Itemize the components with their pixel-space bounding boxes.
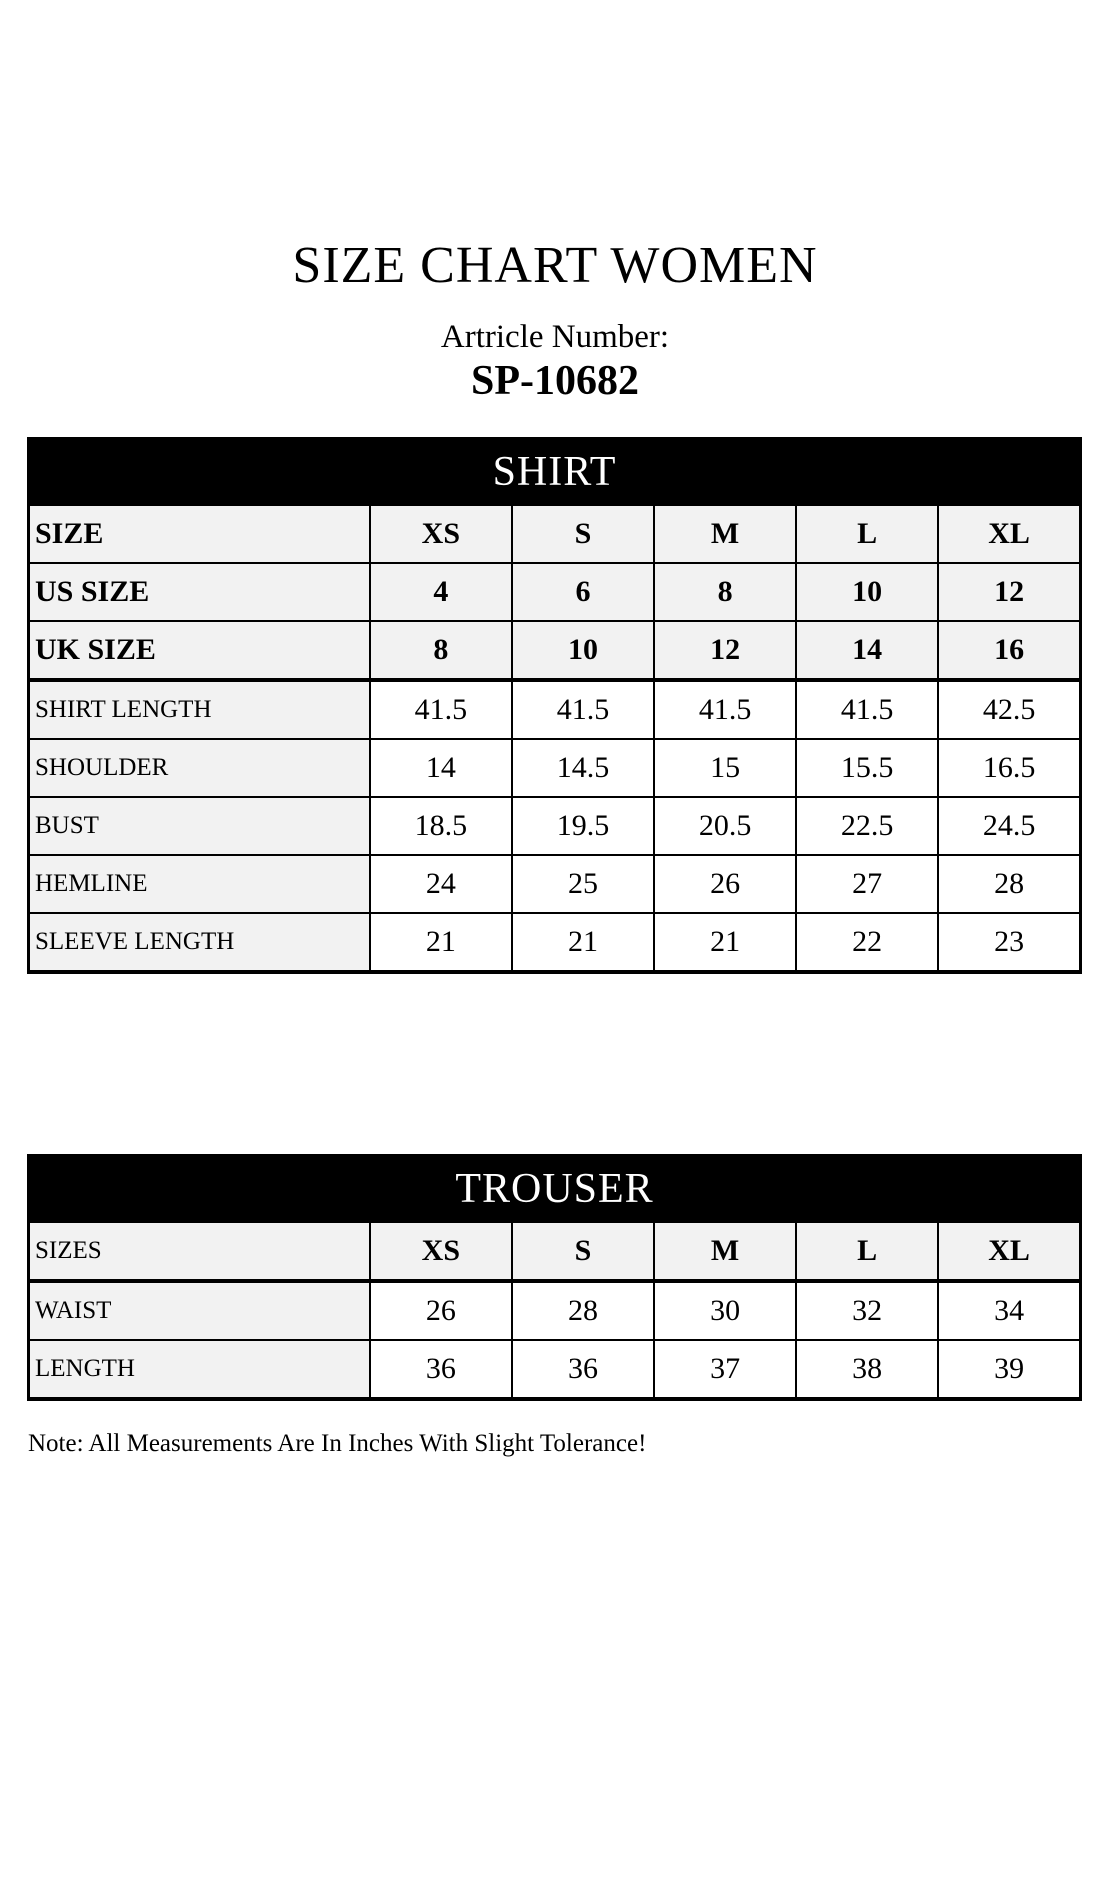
row-label: SHOULDER [29,739,370,797]
value-cell: 42.5 [938,680,1080,739]
value-cell: 20.5 [654,797,796,855]
shirt-table-title: SHIRT [29,439,1081,506]
table-row [29,680,1081,739]
value-cell: L [796,1222,938,1281]
row-label: US SIZE [29,563,370,621]
value-cell: 10 [512,621,654,680]
article-number-label: Artricle Number: [440,319,670,355]
value-cell: 16.5 [938,739,1080,797]
table-row [29,1340,1081,1399]
value-cell: 19.5 [512,797,654,855]
table-row [29,797,1081,855]
row-label: LENGTH [29,1340,370,1399]
value-cell: XS [370,505,512,563]
measurement-note: Note: All Measurements Are In Inches With Slight Tolerance! [28,1430,647,1457]
value-cell: 28 [938,855,1080,913]
table-row [29,739,1081,797]
value-cell: 12 [938,563,1080,621]
table-row [29,1222,1081,1281]
value-cell: 16 [938,621,1080,680]
table-row [29,913,1081,972]
value-cell: 26 [654,855,796,913]
table-row [29,505,1081,563]
value-cell: 24 [370,855,512,913]
row-label: SIZE [29,505,370,563]
value-cell: M [654,505,796,563]
value-cell: 22 [796,913,938,972]
value-cell: 30 [654,1281,796,1340]
value-cell: 6 [512,563,654,621]
trouser-table-title: TROUSER [29,1156,1081,1223]
value-cell: 21 [654,913,796,972]
value-cell: 34 [938,1281,1080,1340]
row-label: SHIRT LENGTH [29,680,370,739]
value-cell: 38 [796,1340,938,1399]
value-cell: 23 [938,913,1080,972]
value-cell: 27 [796,855,938,913]
value-cell: 21 [512,913,654,972]
value-cell: 14 [370,739,512,797]
value-cell: 8 [370,621,512,680]
value-cell: 14.5 [512,739,654,797]
row-label: BUST [29,797,370,855]
value-cell: XS [370,1222,512,1281]
value-cell: 8 [654,563,796,621]
value-cell: XL [938,505,1080,563]
value-cell: 37 [654,1340,796,1399]
article-number-value: SP-10682 [471,358,639,404]
value-cell: XL [938,1222,1080,1281]
table-row [29,855,1081,913]
row-label: SLEEVE LENGTH [29,913,370,972]
row-label: HEMLINE [29,855,370,913]
value-cell: S [512,505,654,563]
table-row [29,621,1081,680]
value-cell: 25 [512,855,654,913]
row-label: WAIST [29,1281,370,1340]
trouser-size-table [27,1154,1082,1401]
value-cell: 41.5 [512,680,654,739]
value-cell: 39 [938,1340,1080,1399]
value-cell: 18.5 [370,797,512,855]
value-cell: 41.5 [796,680,938,739]
value-cell: 28 [512,1281,654,1340]
value-cell: 41.5 [654,680,796,739]
shirt-size-table [27,437,1082,974]
row-label: SIZES [29,1222,370,1281]
value-cell: 10 [796,563,938,621]
trouser-table-header [29,1156,1081,1223]
value-cell: 24.5 [938,797,1080,855]
value-cell: 21 [370,913,512,972]
value-cell: S [512,1222,654,1281]
table-row [29,563,1081,621]
value-cell: 36 [370,1340,512,1399]
value-cell: 4 [370,563,512,621]
value-cell: 32 [796,1281,938,1340]
shirt-table-header [29,439,1081,506]
value-cell: M [654,1222,796,1281]
value-cell: 41.5 [370,680,512,739]
page-title: SIZE CHART WOMEN [292,237,818,294]
value-cell: 22.5 [796,797,938,855]
value-cell: 26 [370,1281,512,1340]
value-cell: 15.5 [796,739,938,797]
value-cell: 14 [796,621,938,680]
value-cell: 12 [654,621,796,680]
value-cell: 36 [512,1340,654,1399]
value-cell: L [796,505,938,563]
table-row [29,1281,1081,1340]
row-label: UK SIZE [29,621,370,680]
value-cell: 15 [654,739,796,797]
